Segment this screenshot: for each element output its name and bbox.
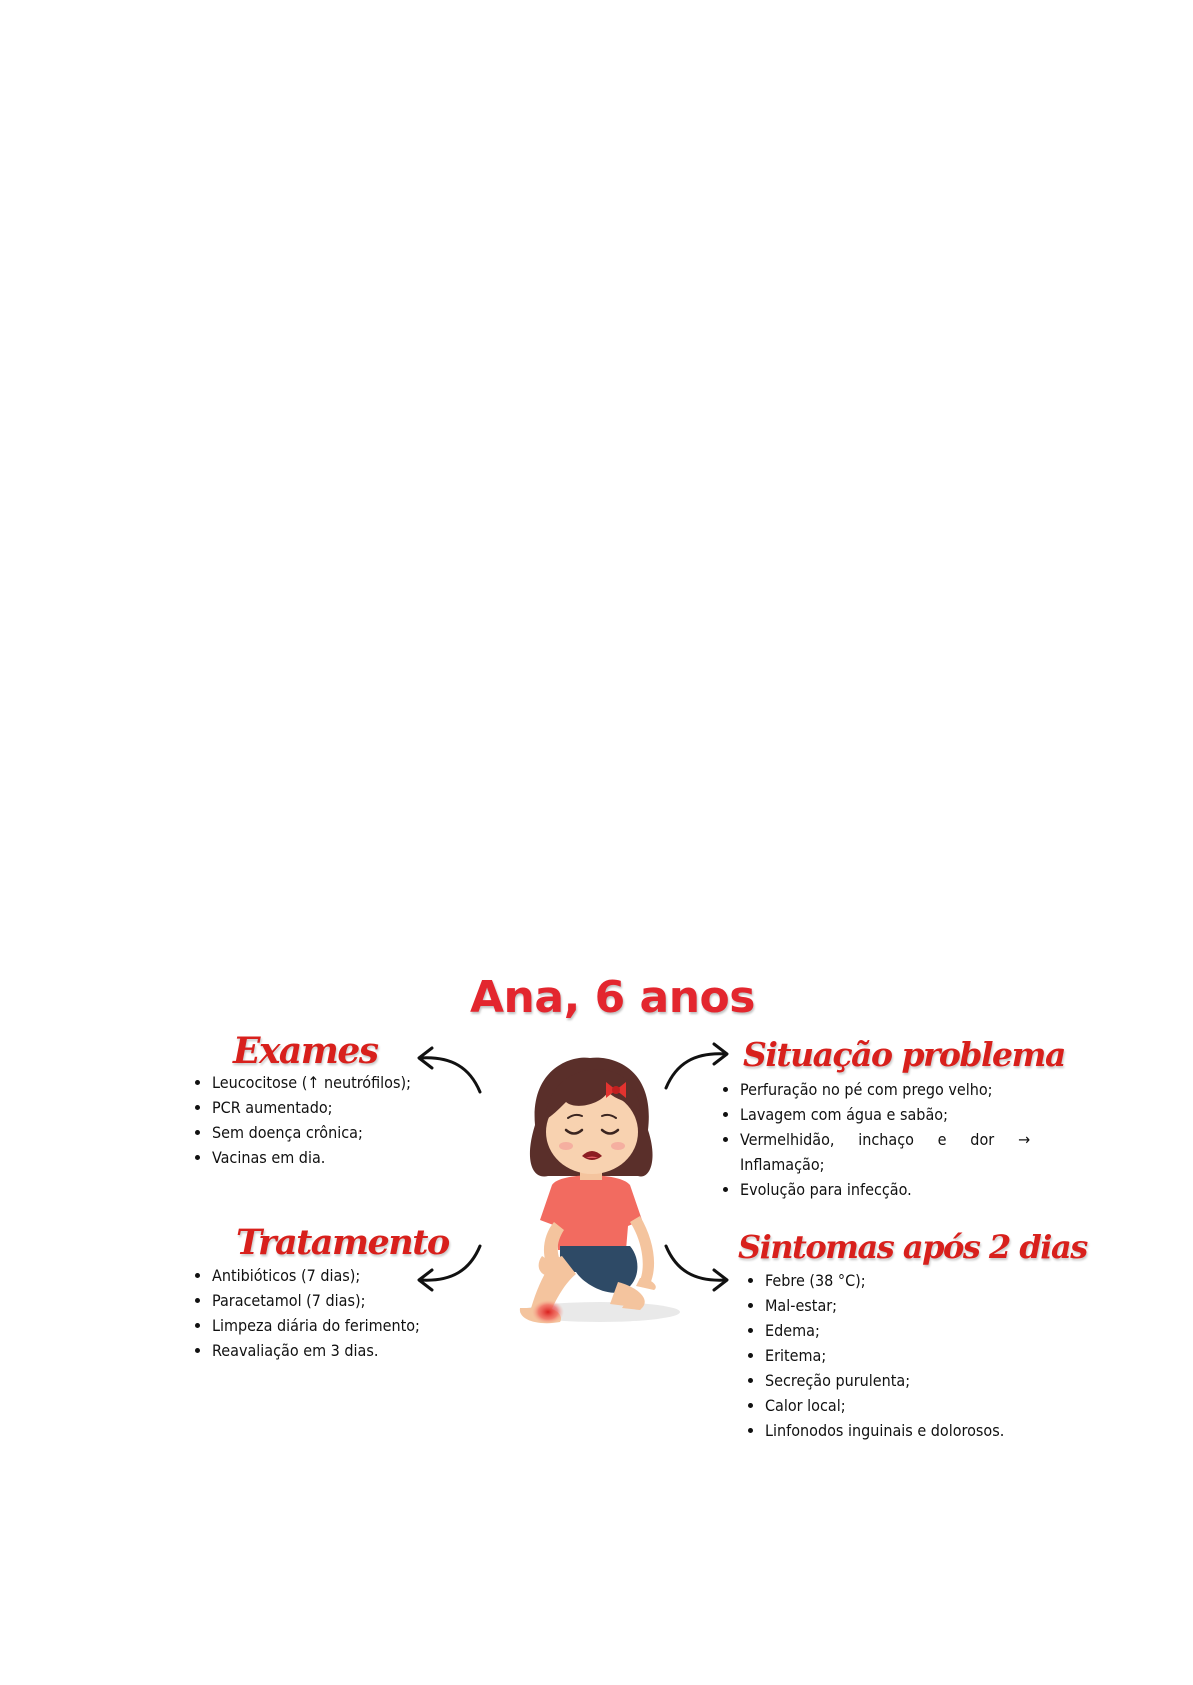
list-item: • Linfonodos inguinais e dolorosos.	[765, 1418, 1055, 1443]
sintomas-heading: Sintomas após 2 dias	[738, 1228, 1087, 1266]
arrow-to-tratamento-icon	[410, 1242, 490, 1298]
girl-illustration	[490, 1050, 690, 1340]
arrow-to-exames-icon	[410, 1040, 490, 1096]
list-item: • Vacinas em dia.	[212, 1145, 472, 1170]
list-item: • Edema;	[765, 1318, 1055, 1343]
list-item: • Evolução para infecção.	[740, 1177, 1030, 1202]
list-item: • Lavagem com água e sabão;	[740, 1102, 1030, 1127]
list-item: • Perfuração no pé com prego velho;	[740, 1077, 1030, 1102]
page-title: Ana, 6 anos	[470, 972, 755, 1023]
list-item: • Eritema;	[765, 1343, 1055, 1368]
list-item: • Paracetamol (7 dias);	[212, 1288, 472, 1313]
list-item: • Calor local;	[765, 1393, 1055, 1418]
list-item: • Sem doença crônica;	[212, 1120, 472, 1145]
situacao-heading: Situação problema	[743, 1035, 1065, 1074]
situacao-list	[718, 1077, 1030, 1202]
sintomas-list	[743, 1268, 1055, 1443]
list-item: • Febre (38 °C);	[765, 1268, 1055, 1293]
list-item: • Limpeza diária do ferimento;	[212, 1313, 472, 1338]
tratamento-heading: Tratamento	[236, 1222, 449, 1263]
list-item: • Mal-estar;	[765, 1293, 1055, 1318]
list-item: • Reavaliação em 3 dias.	[212, 1338, 472, 1363]
exames-heading: Exames	[233, 1030, 378, 1072]
list-item: • Leucocitose (↑ neutrófilos);	[212, 1070, 472, 1095]
list-item: • Antibióticos (7 dias);	[212, 1263, 472, 1288]
list-item: • PCR aumentado;	[212, 1095, 472, 1120]
list-item: • Secreção purulenta;	[765, 1368, 1055, 1393]
list-item: • Vermelhidão, inchaço e dor → Inflamação;	[740, 1127, 1030, 1177]
